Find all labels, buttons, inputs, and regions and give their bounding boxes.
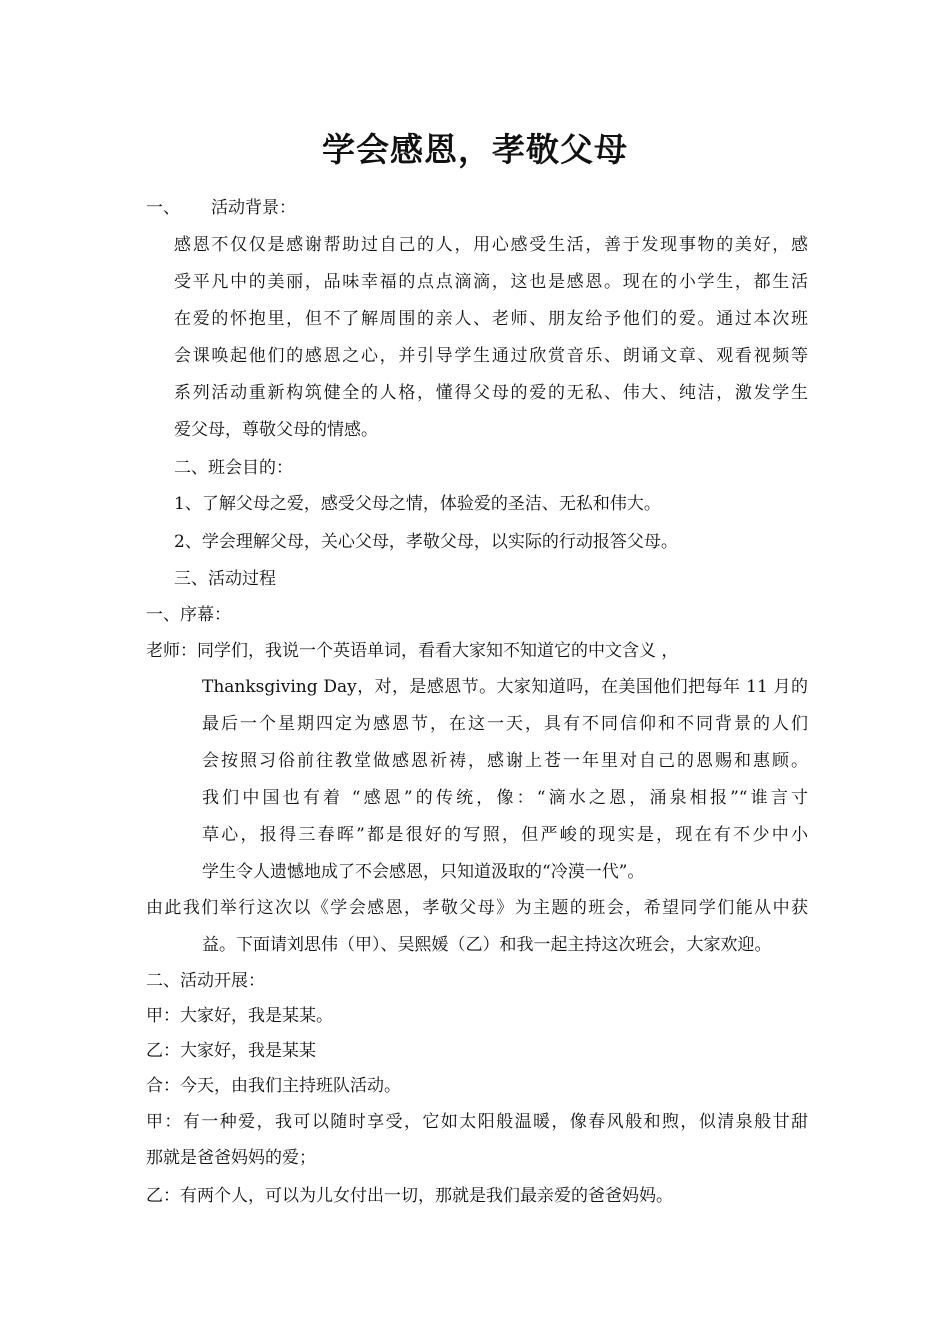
prelude-heading: 一、序幕：	[146, 605, 231, 625]
host-line: 益。下面请刘思伟（甲）、吴熙媛（乙）和我一起主持这次班会，大家欢迎。	[202, 935, 772, 955]
section-1-heading: 活动背景：	[211, 198, 296, 218]
background-line: 系列活动重新构筑健全的人格，懂得父母的爱的无私、伟大、纯洁，激发学生	[174, 383, 808, 403]
teacher-line: 我们中国也有着 “感恩”的传统，像：“滴水之恩，涌泉相报”“谁言寸	[202, 788, 808, 808]
goal-item: 2、学会理解父母，关心父母，孝敬父母，以实际的行动报答父母。	[174, 532, 678, 552]
dialog-line: 甲：大家好，我是某某。	[146, 1006, 333, 1026]
document-title: 学会感恩，孝敬父母	[322, 130, 628, 169]
section-1-number: 一、	[146, 198, 180, 218]
background-line: 受平凡中的美丽，品味幸福的点点滴滴，这也是感恩。现在的小学生，都生活	[174, 272, 808, 292]
background-line: 会课唤起他们的感恩之心，并引导学生通过欣赏音乐、朗诵文章、观看视频等	[174, 346, 808, 366]
background-line: 感恩不仅仅是感谢帮助过自己的人，用心感受生活，善于发现事物的美好，感	[174, 235, 808, 255]
teacher-line: 学生令人遗憾地成了不会感恩，只知道汲取的“冷漠一代”。	[202, 862, 645, 882]
teacher-line: 草心，报得三春晖”都是很好的写照，但严峻的现实是，现在有不少中小	[202, 825, 808, 845]
dialog-line: 甲：有一种爱，我可以随时享受，它如太阳般温暖，像春风般和煦，似清泉般甘甜	[146, 1112, 808, 1132]
activity-heading: 二、活动开展：	[146, 971, 265, 991]
teacher-line: 最后一个星期四定为感恩节，在这一天，具有不同信仰和不同背景的人们	[202, 714, 808, 734]
section-3-heading: 三、活动过程	[174, 569, 276, 589]
teacher-line: Thanksgiving Day，对，是感恩节。大家知道吗，在美国他们把每年 11 月的	[202, 677, 808, 697]
host-line: 由此我们举行这次以《学会感恩，孝敬父母》为主题的班会，希望同学们能从中获	[146, 898, 808, 918]
background-line: 爱父母，尊敬父母的情感。	[174, 420, 378, 440]
dialog-line: 合：今天，由我们主持班队活动。	[146, 1076, 401, 1096]
goal-item: 1、了解父母之爱，感受父母之情，体验爱的圣洁、无私和伟大。	[174, 494, 661, 514]
background-line: 在爱的怀抱里，但不了解周围的亲人、老师、朋友给予他们的爱。通过本次班	[174, 309, 808, 329]
dialog-line: 那就是爸爸妈妈的爱；	[146, 1148, 316, 1168]
dialog-line: 乙：有两个人，可以为儿女付出一切，那就是我们最亲爱的爸爸妈妈。	[146, 1186, 673, 1206]
section-2-heading: 二、班会目的：	[174, 458, 293, 478]
teacher-line: 会按照习俗前往教堂做感恩祈祷，感谢上苍一年里对自己的恩赐和惠顾。	[202, 751, 808, 771]
teacher-line: 老师：同学们，我说一个英语单词，看看大家知不知道它的中文含义 ，	[146, 641, 679, 661]
dialog-line: 乙：大家好，我是某某	[146, 1041, 316, 1061]
